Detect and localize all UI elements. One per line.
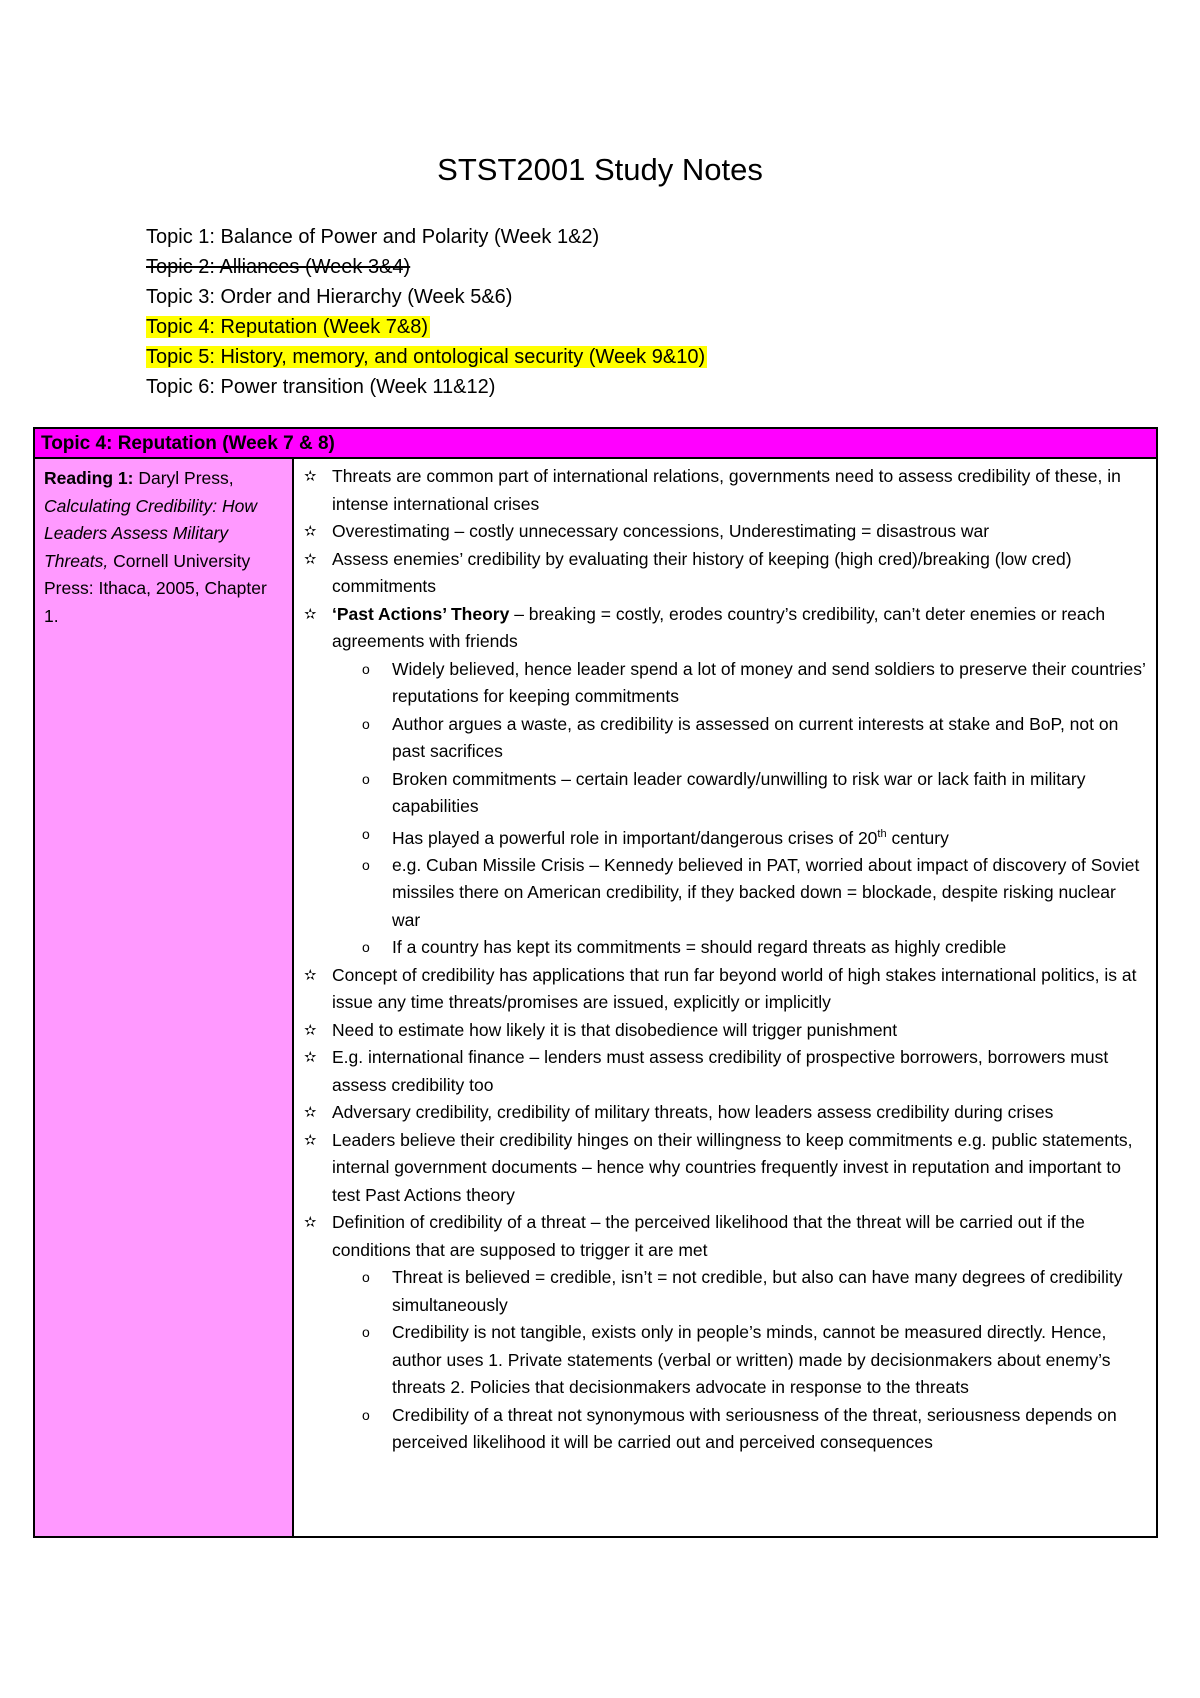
bullet-body: – breaking = costly, erodes country’s credibility, can’t deter enemies or reach agreements with friends — [332, 603, 1106, 651]
topic-list — [146, 222, 707, 402]
reading-author: Daryl Press, — [138, 468, 234, 488]
star-bullet-icon: ✫ — [304, 1021, 317, 1039]
circle-bullet-icon: o — [362, 770, 370, 787]
bullet-text — [392, 1319, 1148, 1402]
bullet-bold-term: ‘Past Actions’ Theory — [332, 603, 510, 624]
superscript: th — [877, 827, 887, 840]
topic-item — [146, 312, 707, 342]
reading-book-title: Calculating Credibility: How Leaders Assess Military Threats, — [44, 495, 257, 571]
notes-table — [33, 427, 1158, 1538]
bullet-text — [332, 546, 1148, 601]
bullet-text — [332, 463, 1148, 518]
bullet-item — [304, 962, 1148, 1017]
sub-bullet-item — [304, 766, 1148, 821]
bullet-item — [304, 1099, 1148, 1127]
bullet-text — [332, 518, 1148, 546]
bullet-body: If a country has kept its commitments = should regard threats as highly credible — [392, 937, 1007, 958]
star-bullet-icon: ✫ — [304, 1049, 317, 1067]
bullet-text — [332, 1017, 1148, 1045]
bullet-body: Adversary credibility, credibility of military threats, how leaders assess credibility during crises — [332, 1102, 1054, 1123]
bullet-text — [332, 601, 1148, 656]
bullet-body: Need to estimate how likely it is that disobedience will trigger punishment — [332, 1019, 898, 1040]
star-bullet-icon: ✫ — [304, 605, 317, 623]
bullet-text — [332, 1099, 1148, 1127]
bullet-body: Threats are common part of international relations, governments need to assess credibility of these, in intense international crises — [332, 466, 1121, 514]
bullet-text — [392, 852, 1148, 935]
bullet-body: Credibility is not tangible, exists only in people’s minds, cannot be measured directly. Hence, author uses 1. Private statements (verbal or written) made by decisionmakers about enemy’s threats 2. Policies that decisionmakers advocate in response to the threats — [392, 1322, 1111, 1398]
document-title: STST2001 Study Notes — [437, 152, 763, 187]
table-header-row — [35, 429, 1156, 459]
star-bullet-icon: ✫ — [304, 523, 317, 540]
bullet-item — [304, 601, 1148, 656]
topic-text: Topic 1: Balance of Power and Polarity (Week 1&2) — [146, 226, 600, 248]
reading-publisher: Cornell University Press: Ithaca, 2005, Chapter 1. — [44, 550, 267, 626]
topic-item — [146, 342, 707, 372]
bullet-text — [392, 934, 1148, 962]
sub-bullet-item — [304, 1264, 1148, 1319]
bullet-text — [332, 962, 1148, 1017]
bullet-body: Author argues a waste, as credibility is assessed on current interests at stake and BoP, not on past sacrifices — [392, 713, 1119, 761]
bullet-item — [304, 1044, 1148, 1099]
star-bullet-icon: ✫ — [304, 966, 317, 984]
circle-bullet-icon: o — [362, 939, 370, 956]
bullet-body: E.g. international finance – lenders must assess credibility of prospective borrowers, borrowers must assess credibility too — [332, 1047, 1109, 1095]
circle-bullet-icon: o — [362, 715, 370, 732]
bullet-text — [392, 656, 1148, 711]
topic-text: Topic 3: Order and Hierarchy (Week 5&6) — [146, 286, 513, 308]
bullet-item — [304, 1127, 1148, 1210]
circle-bullet-icon: o — [362, 856, 370, 873]
circle-bullet-icon: o — [362, 660, 370, 677]
bullet-body: Concept of credibility has applications that run far beyond world of high stakes international politics, is at issue any time threats/promises are issued, explicitly or implicitly — [332, 964, 1137, 1013]
topic-item — [146, 372, 707, 402]
topic-text: Topic 2: Alliances (Week 3&4) — [146, 256, 411, 278]
sub-bullet-item — [304, 1319, 1148, 1402]
star-bullet-icon: ✫ — [304, 550, 317, 568]
sub-bullet-item — [304, 656, 1148, 711]
reading-label: Reading 1: — [44, 468, 134, 488]
bullet-body: Assess enemies’ credibility by evaluating their history of keeping (high cred)/breaking (low cred) commitments — [332, 548, 1072, 596]
topic-text: Topic 5: History, memory, and ontological security (Week 9&10) — [146, 346, 706, 368]
bullet-body-tail: century — [886, 827, 949, 848]
bullet-text — [332, 1209, 1148, 1264]
bullet-item — [304, 546, 1148, 601]
bullet-text — [332, 1044, 1148, 1099]
bullet-body: Overestimating – costly unnecessary concessions, Underestimating = disastrous war — [332, 521, 990, 541]
sub-bullet-item — [304, 934, 1148, 962]
circle-bullet-icon: o — [362, 825, 370, 842]
circle-bullet-icon: o — [362, 1324, 370, 1341]
sub-bullet-item — [304, 711, 1148, 766]
bullet-body: Widely believed, hence leader spend a lot of money and send soldiers to preserve their countries’ reputations for keeping commitments — [392, 658, 1146, 706]
topic-item — [146, 282, 707, 312]
bullet-body: Leaders believe their credibility hinges on their willingness to keep commitments e.g. public statements, internal government documents – hence why countries frequently invest in reputation and important to test Past Actions theory — [332, 1129, 1133, 1205]
bullet-body: Broken commitments – certain leader cowardly/unwilling to risk war or lack faith in military capabilities — [392, 768, 1086, 816]
circle-bullet-icon: o — [362, 1269, 370, 1286]
circle-bullet-icon: o — [362, 1406, 370, 1423]
bullet-text — [392, 711, 1148, 766]
star-bullet-icon: ✫ — [304, 1104, 317, 1122]
bullet-body: Definition of credibility of a threat – the perceived likelihood that the threat will be carried out if the conditions that are supposed to trigger it are met — [332, 1212, 1085, 1260]
bullet-body: Credibility of a threat not synonymous with seriousness of the threat, seriousness depends on perceived likelihood it will be carried out and perceived consequences — [392, 1404, 1117, 1453]
bullet-text — [392, 821, 1148, 852]
topic-item — [146, 222, 707, 252]
bullet-body: Threat is believed = credible, isn’t = not credible, but also can have many degrees of credibility simultaneously — [392, 1267, 1123, 1315]
bullet-text — [392, 1402, 1148, 1457]
topic-item — [146, 252, 707, 282]
bullet-text — [392, 1264, 1148, 1319]
star-bullet-icon: ✫ — [304, 468, 317, 485]
bullet-item — [304, 1017, 1148, 1045]
star-bullet-icon: ✫ — [304, 1131, 317, 1149]
topic-text: Topic 4: Reputation (Week 7&8) — [146, 316, 429, 338]
reading-cell — [35, 459, 294, 1536]
topic-text: Topic 6: Power transition (Week 11&12) — [146, 376, 496, 398]
sub-bullet-item — [304, 1402, 1148, 1457]
star-bullet-icon: ✫ — [304, 1214, 317, 1232]
bullet-item — [304, 1209, 1148, 1264]
sub-bullet-item — [304, 821, 1148, 852]
notes-cell — [294, 459, 1156, 1536]
bullet-body: e.g. Cuban Missile Crisis – Kennedy believed in PAT, worried about impact of discovery of Soviet missiles there on American credibility, if they backed down = blockade, despite risking nuclear war — [392, 854, 1140, 930]
table-header: Topic 4: Reputation (Week 7 & 8) — [41, 433, 335, 454]
bullet-text — [332, 1127, 1148, 1210]
bullet-body: Has played a powerful role in important/dangerous crises of 20 — [392, 827, 878, 848]
sub-bullet-item — [304, 852, 1148, 935]
bullet-text — [392, 766, 1148, 821]
bullet-item — [304, 518, 1148, 546]
bullet-item — [304, 463, 1148, 518]
